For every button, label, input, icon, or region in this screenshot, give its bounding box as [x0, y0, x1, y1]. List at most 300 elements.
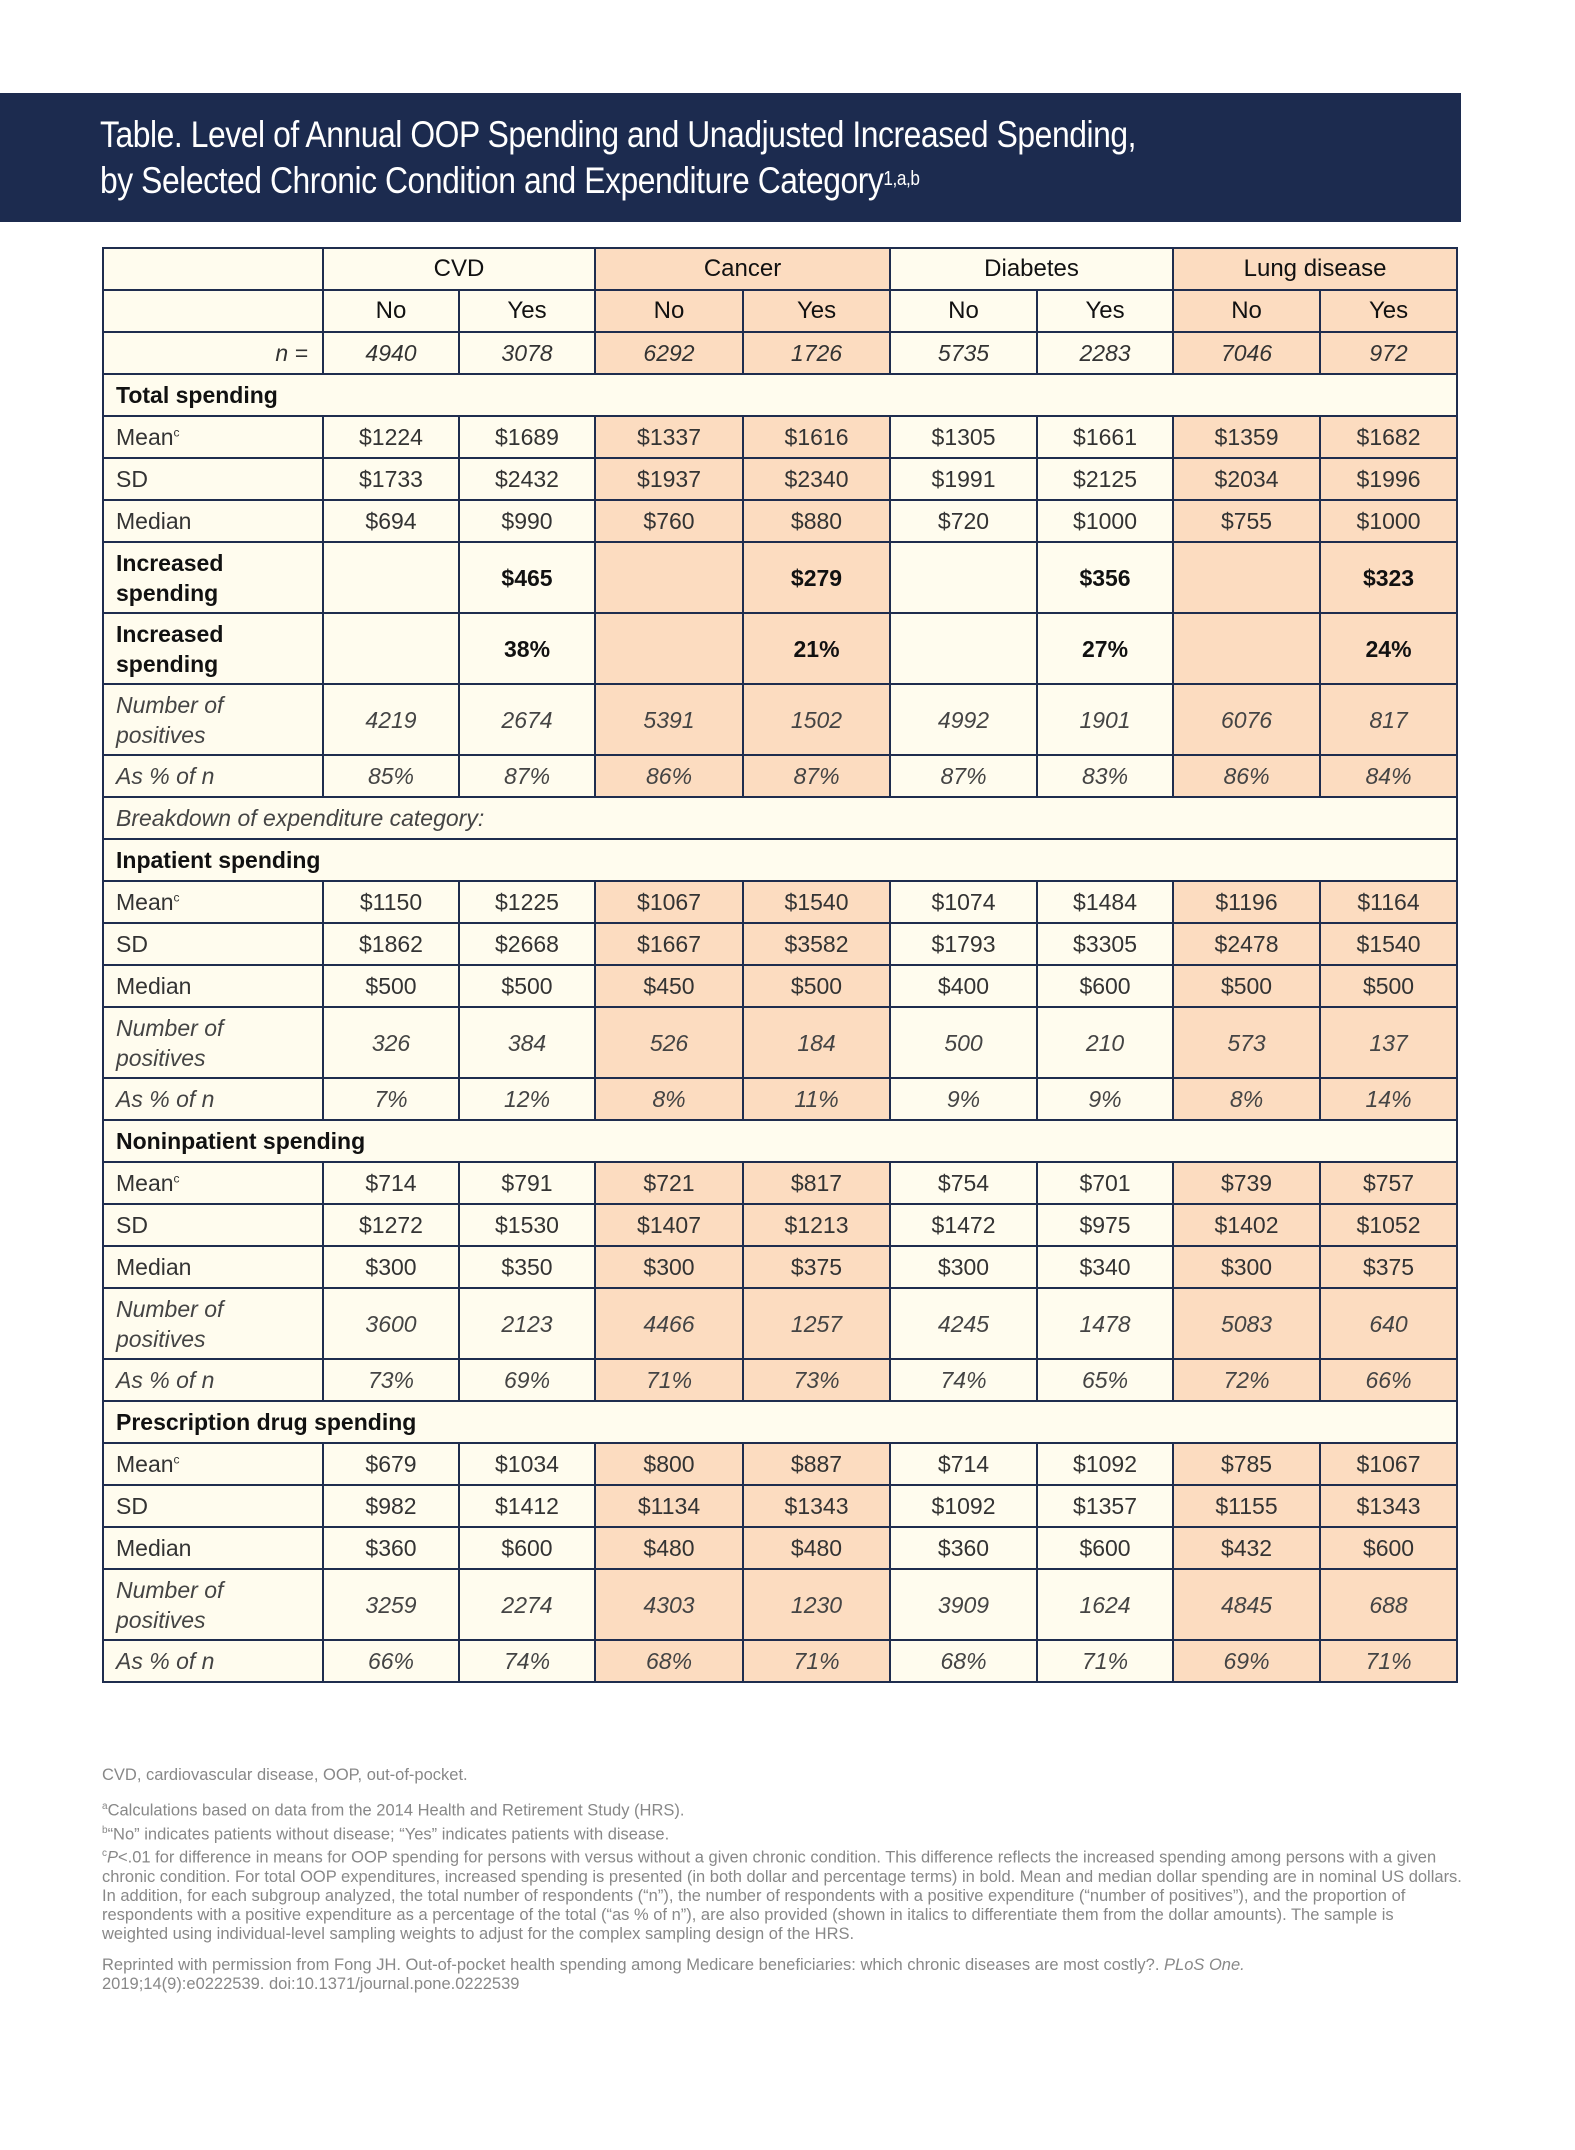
data-cell: 38% — [459, 613, 595, 684]
row-label-text: Number of positives — [116, 691, 224, 748]
data-cell: $754 — [890, 1162, 1037, 1204]
data-cell: $500 — [1173, 965, 1320, 1007]
row-label-text: Mean — [116, 423, 174, 450]
data-cell: 1624 — [1037, 1569, 1173, 1640]
table-row — [103, 613, 1457, 684]
n-value: 7046 — [1173, 332, 1320, 374]
data-cell: 1502 — [743, 684, 890, 755]
table-row — [103, 1246, 1457, 1288]
data-cell: $1225 — [459, 881, 595, 923]
section-label: Prescription drug spending — [103, 1401, 1457, 1443]
data-cell: $1343 — [1320, 1485, 1457, 1527]
data-cell — [595, 613, 743, 684]
data-cell: 66% — [1320, 1359, 1457, 1401]
footnote-c — [102, 1844, 1462, 1944]
data-cell: 210 — [1037, 1007, 1173, 1078]
subheader-row — [103, 290, 1457, 332]
n-value: 972 — [1320, 332, 1457, 374]
data-cell: 73% — [743, 1359, 890, 1401]
table-row — [103, 1007, 1457, 1078]
row-label — [103, 1485, 323, 1527]
footnote-b-mark: b — [102, 1824, 108, 1836]
data-cell: 68% — [595, 1640, 743, 1682]
data-cell: $1540 — [1320, 923, 1457, 965]
data-cell: 640 — [1320, 1288, 1457, 1359]
data-cell: $500 — [743, 965, 890, 1007]
data-cell: 817 — [1320, 684, 1457, 755]
data-cell: $975 — [1037, 1204, 1173, 1246]
data-cell: 69% — [459, 1359, 595, 1401]
section-label: Total spending — [103, 374, 1457, 416]
data-cell: 4219 — [323, 684, 459, 755]
data-cell: $360 — [890, 1527, 1037, 1569]
table-row — [103, 1527, 1457, 1569]
data-cell — [890, 542, 1037, 613]
data-cell: 7% — [323, 1078, 459, 1120]
data-cell: 3909 — [890, 1569, 1037, 1640]
data-cell: $2034 — [1173, 458, 1320, 500]
row-label-text: SD — [116, 930, 148, 957]
data-cell: $1733 — [323, 458, 459, 500]
data-cell: $1074 — [890, 881, 1037, 923]
data-cell: $1224 — [323, 416, 459, 458]
data-cell: 27% — [1037, 613, 1173, 684]
footnotes — [102, 1766, 1462, 1994]
data-cell: 83% — [1037, 755, 1173, 797]
data-cell: $1052 — [1320, 1204, 1457, 1246]
table-row — [103, 1443, 1457, 1485]
n-value: 5735 — [890, 332, 1037, 374]
row-label — [103, 1569, 323, 1640]
group-header: CVD — [323, 248, 595, 290]
row-label-text: As % of n — [116, 1366, 215, 1393]
data-cell — [1173, 613, 1320, 684]
row-label — [103, 458, 323, 500]
row-label — [103, 542, 323, 613]
data-cell: 68% — [890, 1640, 1037, 1682]
citation: 2019;14(9):e0222539. doi:10.1371/journal.pone.0222539 — [102, 1974, 520, 1993]
data-cell: $356 — [1037, 542, 1173, 613]
data-cell: $714 — [890, 1443, 1037, 1485]
data-cell: $1667 — [595, 923, 743, 965]
n-value: 1726 — [743, 332, 890, 374]
data-cell: 4245 — [890, 1288, 1037, 1359]
data-cell: $500 — [323, 965, 459, 1007]
title-superscript: 1,a,b — [883, 168, 920, 190]
data-cell: $1616 — [743, 416, 890, 458]
table-row — [103, 1162, 1457, 1204]
row-label-text: Increased spending — [116, 620, 224, 677]
data-cell: 2274 — [459, 1569, 595, 1640]
data-cell: 14% — [1320, 1078, 1457, 1120]
data-cell: $714 — [323, 1162, 459, 1204]
group-header: Lung disease — [1173, 248, 1457, 290]
data-cell: 184 — [743, 1007, 890, 1078]
data-cell: $360 — [323, 1527, 459, 1569]
data-cell: 21% — [743, 613, 890, 684]
data-cell: $300 — [1173, 1246, 1320, 1288]
table-row — [103, 458, 1457, 500]
data-cell: 9% — [890, 1078, 1037, 1120]
row-label-text: Increased spending — [116, 549, 224, 606]
row-label-text: Median — [116, 972, 192, 999]
data-cell: $755 — [1173, 500, 1320, 542]
table-row — [103, 965, 1457, 1007]
data-cell: $990 — [459, 500, 595, 542]
data-cell: $679 — [323, 1443, 459, 1485]
data-cell: $1412 — [459, 1485, 595, 1527]
data-cell: $739 — [1173, 1162, 1320, 1204]
subheader-cell: No — [595, 290, 743, 332]
title-line-2 — [100, 158, 1136, 204]
row-label — [103, 1204, 323, 1246]
data-cell: $1155 — [1173, 1485, 1320, 1527]
data-cell: $1937 — [595, 458, 743, 500]
data-cell: $1682 — [1320, 416, 1457, 458]
data-cell: $1000 — [1320, 500, 1457, 542]
row-label-sup: c — [173, 889, 180, 904]
row-label-text: Number of positives — [116, 1014, 224, 1071]
data-cell: $2478 — [1173, 923, 1320, 965]
data-cell: $1067 — [595, 881, 743, 923]
data-cell: 137 — [1320, 1007, 1457, 1078]
row-label — [103, 1162, 323, 1204]
data-cell: 12% — [459, 1078, 595, 1120]
data-cell: 6076 — [1173, 684, 1320, 755]
footnote-a — [102, 1797, 1462, 1821]
data-cell: 71% — [595, 1359, 743, 1401]
data-cell: $350 — [459, 1246, 595, 1288]
subheader-cell: Yes — [1037, 290, 1173, 332]
row-label-text: As % of n — [116, 1085, 215, 1112]
data-cell: $1164 — [1320, 881, 1457, 923]
reprint-text: Reprinted with permission from Fong JH. Out-of-pocket health spending among Medicare beneficiaries: which chronic diseases are most costly?. — [102, 1955, 1160, 1974]
data-cell: $1793 — [890, 923, 1037, 965]
corner-cell — [103, 248, 323, 290]
data-cell: 69% — [1173, 1640, 1320, 1682]
data-cell: $694 — [323, 500, 459, 542]
section-row — [103, 839, 1457, 881]
data-cell: 85% — [323, 755, 459, 797]
subheader-cell: No — [323, 290, 459, 332]
data-cell: $500 — [1320, 965, 1457, 1007]
data-cell: 500 — [890, 1007, 1037, 1078]
data-cell: 87% — [459, 755, 595, 797]
data-cell: 9% — [1037, 1078, 1173, 1120]
data-cell: $400 — [890, 965, 1037, 1007]
data-cell: $1272 — [323, 1204, 459, 1246]
data-cell: 71% — [743, 1640, 890, 1682]
row-label-text: Mean — [116, 1450, 174, 1477]
data-cell: $3305 — [1037, 923, 1173, 965]
footnote-c-text: <.01 for difference in means for OOP spending for persons with versus without a given chronic condition. This difference reflects the increased spending among persons with a given chronic condition. For total OOP expenditures, increased spending is presented (in both dollar and percentage terms) in bold. Mean and median dollar spending are in nominal US dollars. In addition, for each subgroup analyzed, the total number of respondents (“n”), the number of respondents with a positive expenditure (“number of positives”), and the proportion of respondents with a positive expenditure as a percentage of the total (“as % of n”), are also provided (shown in italics to differentiate them from the dollar amounts). The sample is weighted using individual-level sampling weights to adjust for the complex sampling design of the HRS. — [102, 1848, 1462, 1943]
data-cell: $1092 — [890, 1485, 1037, 1527]
row-label-text: SD — [116, 1492, 148, 1519]
data-cell: 74% — [890, 1359, 1037, 1401]
data-cell: $1000 — [1037, 500, 1173, 542]
row-label-text: As % of n — [116, 762, 215, 789]
data-cell: 87% — [890, 755, 1037, 797]
data-cell: $1092 — [1037, 1443, 1173, 1485]
data-cell: $1996 — [1320, 458, 1457, 500]
row-label-sup: c — [173, 1451, 180, 1466]
data-cell: $982 — [323, 1485, 459, 1527]
table-row — [103, 1640, 1457, 1682]
row-label-text: Median — [116, 1534, 192, 1561]
table-row — [103, 1288, 1457, 1359]
data-cell: 1257 — [743, 1288, 890, 1359]
section-row — [103, 1120, 1457, 1162]
row-label — [103, 965, 323, 1007]
data-cell: $1196 — [1173, 881, 1320, 923]
subheader-cell: Yes — [1320, 290, 1457, 332]
row-label-text: SD — [116, 1211, 148, 1238]
data-cell: 573 — [1173, 1007, 1320, 1078]
data-cell: 86% — [595, 755, 743, 797]
footnote-a-mark: a — [102, 1801, 108, 1812]
data-cell: $1472 — [890, 1204, 1037, 1246]
table-row — [103, 500, 1457, 542]
data-cell: 74% — [459, 1640, 595, 1682]
section-row — [103, 374, 1457, 416]
data-cell: 4845 — [1173, 1569, 1320, 1640]
data-cell: 8% — [595, 1078, 743, 1120]
group-header: Diabetes — [890, 248, 1173, 290]
subheader-cell: Yes — [743, 290, 890, 332]
row-label — [103, 1007, 323, 1078]
table-row — [103, 1569, 1457, 1640]
title-line-1: Table. Level of Annual OOP Spending and Unadjusted Increased Spending, — [100, 114, 1137, 155]
data-cell: $760 — [595, 500, 743, 542]
data-cell: $600 — [459, 1527, 595, 1569]
data-cell: $300 — [890, 1246, 1037, 1288]
row-label — [103, 1640, 323, 1682]
data-cell: $323 — [1320, 542, 1457, 613]
footnote-a-text: Calculations based on data from the 2014 Health and Retirement Study (HRS). — [107, 1801, 685, 1820]
n-value: 2283 — [1037, 332, 1173, 374]
data-cell: 2123 — [459, 1288, 595, 1359]
data-cell: 2674 — [459, 684, 595, 755]
data-cell: $720 — [890, 500, 1037, 542]
data-cell: $1991 — [890, 458, 1037, 500]
data-cell: $1661 — [1037, 416, 1173, 458]
data-cell: $1484 — [1037, 881, 1173, 923]
data-cell: 4992 — [890, 684, 1037, 755]
data-cell: $2125 — [1037, 458, 1173, 500]
data-cell: 66% — [323, 1640, 459, 1682]
data-cell: $721 — [595, 1162, 743, 1204]
row-label-sup: c — [173, 424, 180, 439]
n-value: 3078 — [459, 332, 595, 374]
data-cell: $1067 — [1320, 1443, 1457, 1485]
data-cell: $791 — [459, 1162, 595, 1204]
abbreviations-note: CVD, cardiovascular disease, OOP, out-of-pocket. — [102, 1766, 468, 1784]
row-label — [103, 1288, 323, 1359]
data-cell: $2668 — [459, 923, 595, 965]
row-label — [103, 613, 323, 684]
data-cell: $480 — [743, 1527, 890, 1569]
row-label — [103, 923, 323, 965]
section-label: Inpatient spending — [103, 839, 1457, 881]
data-cell: $1357 — [1037, 1485, 1173, 1527]
data-cell: 73% — [323, 1359, 459, 1401]
data-cell: $1359 — [1173, 416, 1320, 458]
data-cell: $887 — [743, 1443, 890, 1485]
row-label — [103, 1246, 323, 1288]
data-cell: $1540 — [743, 881, 890, 923]
data-cell: $757 — [1320, 1162, 1457, 1204]
data-cell: 84% — [1320, 755, 1457, 797]
footnote-c-mark: c — [102, 1848, 107, 1859]
row-label-text: Number of positives — [116, 1576, 224, 1633]
data-cell: 688 — [1320, 1569, 1457, 1640]
reprint-note — [102, 1956, 1462, 1994]
row-label — [103, 1443, 323, 1485]
data-cell: 71% — [1037, 1640, 1173, 1682]
data-cell: 384 — [459, 1007, 595, 1078]
data-cell: $3582 — [743, 923, 890, 965]
section-label: Noninpatient spending — [103, 1120, 1457, 1162]
data-cell: 8% — [1173, 1078, 1320, 1120]
section-label: Breakdown of expenditure category: — [103, 797, 1457, 839]
n-label: n = — [103, 332, 323, 374]
row-label-text: Number of positives — [116, 1295, 224, 1352]
data-cell: 1901 — [1037, 684, 1173, 755]
data-cell: 65% — [1037, 1359, 1173, 1401]
row-label — [103, 881, 323, 923]
section-row — [103, 797, 1457, 839]
row-label-text: SD — [116, 465, 148, 492]
data-cell: $1689 — [459, 416, 595, 458]
data-cell — [595, 542, 743, 613]
row-label — [103, 500, 323, 542]
n-value: 4940 — [323, 332, 459, 374]
table-row — [103, 1204, 1457, 1246]
data-cell: $817 — [743, 1162, 890, 1204]
data-cell: $701 — [1037, 1162, 1173, 1204]
table-row — [103, 542, 1457, 613]
row-label-text: Median — [116, 1253, 192, 1280]
row-label-text: As % of n — [116, 1647, 215, 1674]
table-row — [103, 881, 1457, 923]
data-cell: $300 — [595, 1246, 743, 1288]
data-cell: $1213 — [743, 1204, 890, 1246]
data-cell: $450 — [595, 965, 743, 1007]
data-cell: $2340 — [743, 458, 890, 500]
data-cell: $600 — [1320, 1527, 1457, 1569]
data-cell — [1173, 542, 1320, 613]
footnote-c-p: P — [107, 1848, 119, 1867]
data-cell: 1230 — [743, 1569, 890, 1640]
n-value: 6292 — [595, 332, 743, 374]
row-label — [103, 755, 323, 797]
table-title — [100, 112, 1136, 204]
subheader-cell: No — [1173, 290, 1320, 332]
row-label-text: Mean — [116, 888, 174, 915]
data-cell: $880 — [743, 500, 890, 542]
title-line-2-text: by Selected Chronic Condition and Expenditure Category — [100, 160, 884, 201]
data-cell: $1305 — [890, 416, 1037, 458]
section-row — [103, 1401, 1457, 1443]
group-header: Cancer — [595, 248, 890, 290]
table-row — [103, 1078, 1457, 1120]
data-cell: 4466 — [595, 1288, 743, 1359]
row-label-sup: c — [173, 1170, 180, 1185]
data-cell: $300 — [323, 1246, 459, 1288]
data-cell: $1337 — [595, 416, 743, 458]
data-cell: $785 — [1173, 1443, 1320, 1485]
row-label-text: Mean — [116, 1169, 174, 1196]
data-cell: 11% — [743, 1078, 890, 1120]
table-row — [103, 684, 1457, 755]
data-cell: $1034 — [459, 1443, 595, 1485]
data-cell: $1862 — [323, 923, 459, 965]
data-cell: $480 — [595, 1527, 743, 1569]
data-cell: $1402 — [1173, 1204, 1320, 1246]
corner-cell — [103, 290, 323, 332]
n-row — [103, 332, 1457, 374]
table-row — [103, 1485, 1457, 1527]
footnote-b — [102, 1821, 1462, 1845]
data-cell: 71% — [1320, 1640, 1457, 1682]
row-label — [103, 1527, 323, 1569]
data-cell: 3600 — [323, 1288, 459, 1359]
data-cell: $432 — [1173, 1527, 1320, 1569]
journal-name: PLoS One. — [1164, 1955, 1245, 1974]
table-row — [103, 923, 1457, 965]
data-cell: 72% — [1173, 1359, 1320, 1401]
data-cell: $1150 — [323, 881, 459, 923]
data-cell: $600 — [1037, 965, 1173, 1007]
data-cell — [323, 542, 459, 613]
row-label-text: Median — [116, 507, 192, 534]
data-cell: $1134 — [595, 1485, 743, 1527]
data-cell — [890, 613, 1037, 684]
data-cell: 5083 — [1173, 1288, 1320, 1359]
data-cell: $375 — [743, 1246, 890, 1288]
subheader-cell: No — [890, 290, 1037, 332]
data-cell: 5391 — [595, 684, 743, 755]
data-cell — [323, 613, 459, 684]
row-label — [103, 684, 323, 755]
data-cell: $1407 — [595, 1204, 743, 1246]
data-cell: $375 — [1320, 1246, 1457, 1288]
row-label — [103, 1078, 323, 1120]
data-cell: 526 — [595, 1007, 743, 1078]
data-cell: $800 — [595, 1443, 743, 1485]
data-cell: 3259 — [323, 1569, 459, 1640]
table-row — [103, 755, 1457, 797]
data-cell: 24% — [1320, 613, 1457, 684]
data-cell: $500 — [459, 965, 595, 1007]
data-cell: 4303 — [595, 1569, 743, 1640]
data-cell: $600 — [1037, 1527, 1173, 1569]
row-label — [103, 416, 323, 458]
table-row — [103, 416, 1457, 458]
data-cell: 86% — [1173, 755, 1320, 797]
data-cell: 326 — [323, 1007, 459, 1078]
subheader-cell: Yes — [459, 290, 595, 332]
data-cell: $1530 — [459, 1204, 595, 1246]
data-cell: $1343 — [743, 1485, 890, 1527]
data-cell: $465 — [459, 542, 595, 613]
data-cell: 1478 — [1037, 1288, 1173, 1359]
row-label — [103, 1359, 323, 1401]
data-cell: $340 — [1037, 1246, 1173, 1288]
data-cell: $2432 — [459, 458, 595, 500]
data-cell: 87% — [743, 755, 890, 797]
spending-table — [102, 247, 1458, 1683]
